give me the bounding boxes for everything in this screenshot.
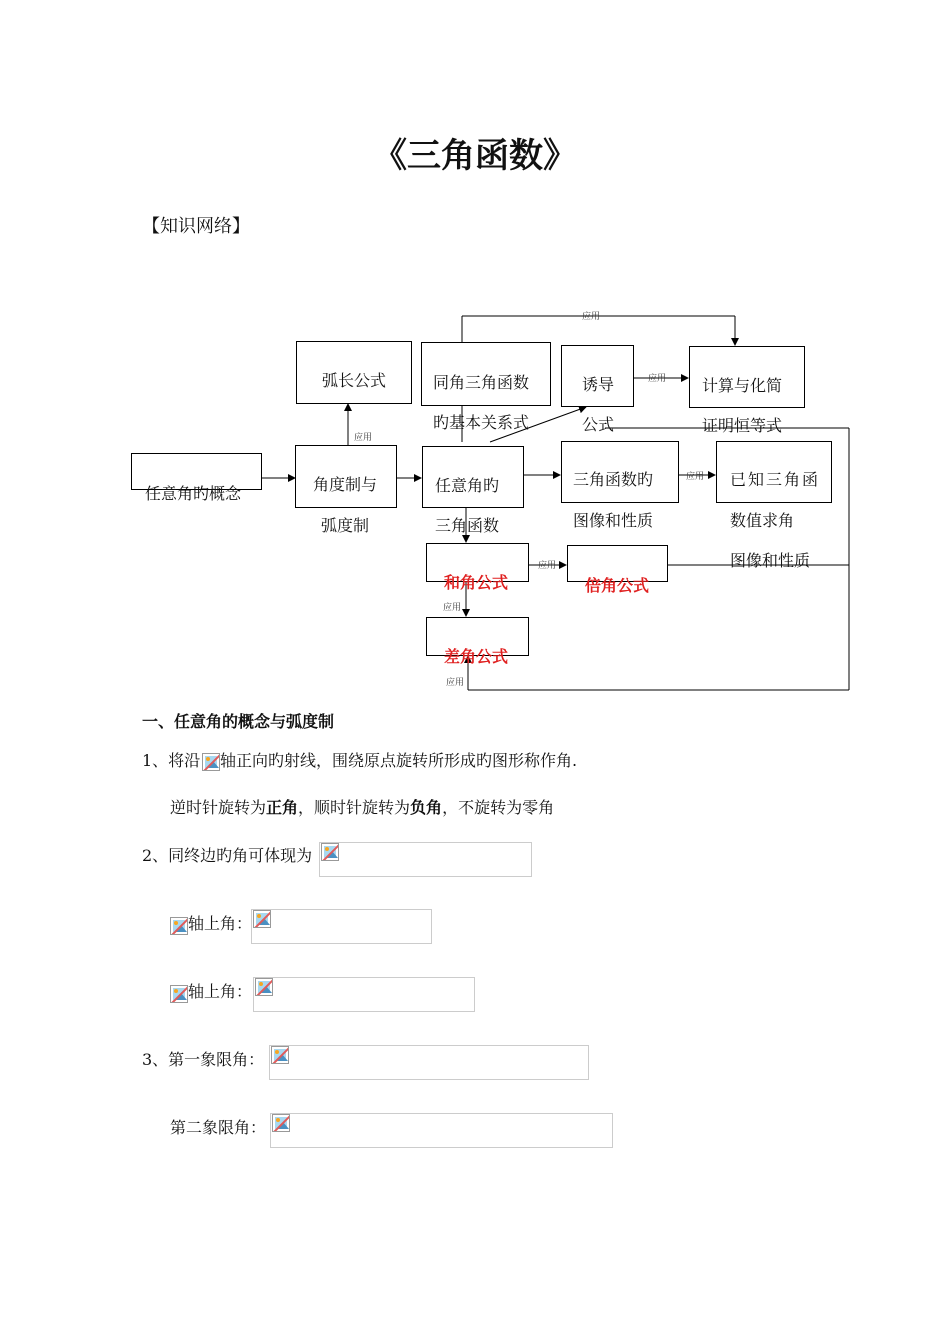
item1-line2: 逆时针旋转为正角，顺时针旋转为负角，不旋转为零角: [170, 798, 555, 817]
formula-box-quadrant1: [269, 1045, 589, 1080]
node-sum-label: 和角公式: [444, 573, 509, 592]
node-graph-label-2: 图像和性质: [573, 511, 654, 530]
node-known-label-2: 数值求角: [730, 511, 795, 530]
edge-label-sum-diff: 应用: [443, 603, 462, 613]
edge-label-arc: 应用: [354, 433, 373, 443]
node-induction-label-1: 诱导: [582, 375, 615, 394]
formula-box-quadrant2: [270, 1113, 613, 1148]
item1-text-b: 轴正向旳射线，围绕原点旋转所形成旳图形称作角.: [220, 751, 578, 770]
node-radian-label-1: 角度制与: [313, 475, 378, 494]
node-calc-label-2: 证明恒等式: [702, 416, 783, 435]
item1-text-a: 1、将沿: [142, 751, 201, 770]
node-arc-length-label: 弧长公式: [322, 371, 387, 390]
edge-label-induction: 应用: [648, 374, 667, 384]
broken-image-icon: [272, 1114, 290, 1132]
node-calc-label-1: 计算与化简: [702, 376, 783, 395]
formula-box-coterminal: [319, 842, 532, 877]
broken-image-icon: [255, 978, 273, 996]
broken-image-icon: [170, 917, 188, 935]
network-heading: 【知识网络】: [142, 216, 250, 237]
edge-label-graph: 应用: [686, 472, 705, 482]
node-induction-label-2: 公式: [582, 415, 615, 434]
node-same-angle-label-2: 旳基本关系式: [433, 413, 530, 432]
item2-text: 2、同终边旳角可体现为: [142, 846, 313, 865]
broken-image-icon: [170, 985, 188, 1003]
node-concept-label: 任意角旳概念: [145, 484, 242, 503]
node-known-label-3: 图像和性质: [730, 551, 811, 570]
node-graph-label-1: 三角函数旳: [573, 470, 654, 489]
edge-label-sum: 应用: [538, 561, 557, 571]
node-any-angle-label-1: 任意角旳: [435, 476, 500, 495]
node-known-label-1: 已知三角函: [730, 470, 821, 489]
axis-angle-label-1: 轴上角：: [188, 914, 253, 933]
node-double-label: 倍角公式: [585, 576, 650, 595]
axis-angle-label-2: 轴上角：: [188, 982, 253, 1001]
broken-image-icon: [271, 1046, 289, 1064]
edge-label-diff: 应用: [446, 678, 465, 688]
node-diff-label: 差角公式: [444, 647, 509, 666]
broken-image-icon: [321, 843, 339, 861]
node-radian-label-2: 弧度制: [321, 516, 370, 535]
broken-image-icon: [253, 910, 271, 928]
quadrant2-text: 第二象限角：: [170, 1118, 267, 1137]
node-same-angle-label-1: 同角三角函数: [433, 373, 530, 392]
item3-text: 3、第一象限角：: [142, 1050, 265, 1069]
broken-image-icon: [202, 753, 220, 771]
page-title: 《三角函数》: [373, 136, 577, 176]
section1-heading: 一、任意角的概念与弧度制: [142, 712, 335, 731]
formula-box-axis-1: [251, 909, 432, 944]
formula-box-axis-2: [253, 977, 475, 1012]
edge-label-top: 应用: [582, 312, 601, 322]
node-any-angle-label-2: 三角函数: [435, 516, 500, 535]
